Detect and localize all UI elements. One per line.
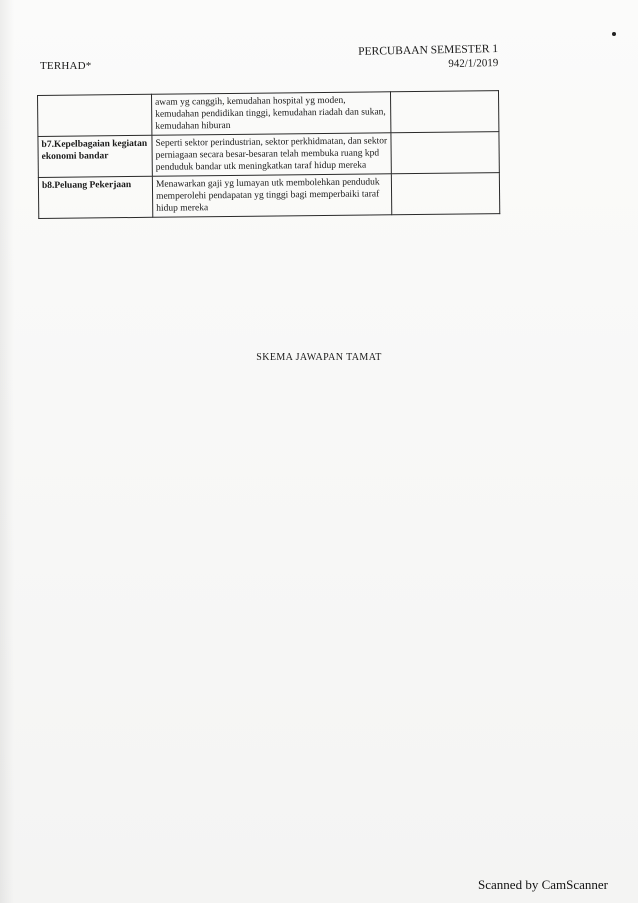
- row-content: Menawarkan gaji yg lumayan utk membolehkan penduduk memperolehi pendapatan yg tinggi bagi memperbaiki taraf hidup mereka: [152, 174, 391, 218]
- row-content: Seperti sektor perindustrian, sektor perkhidmatan, dan sektor perniagaan secara besar-besaran telah membuka ruang kpd penduduk bandar utk meningkatkan taraf hidup mereka: [152, 133, 391, 177]
- table-row: [38, 132, 499, 178]
- table-row: [38, 91, 499, 137]
- row-label: [38, 94, 152, 136]
- answer-table: [37, 90, 500, 219]
- row-label: b8.Peluang Pekerjaan: [38, 176, 152, 218]
- scan-speck: [612, 32, 616, 36]
- table-row: [38, 173, 499, 219]
- row-extra: [391, 173, 499, 215]
- scan-edge-shadow: [0, 0, 14, 903]
- camscanner-watermark: Scanned by CamScanner: [478, 877, 608, 892]
- row-label: b7.Kepelbagaian kegiatan ekonomi bandar: [38, 135, 152, 177]
- row-content: awam yg canggih, kemudahan hospital yg moden, kemudahan pendidikan tinggi, kemudahan riadah dan sukan, kemudahan hiburan: [151, 92, 390, 136]
- exam-code: 942/1/2019: [448, 56, 499, 71]
- exam-header: [358, 42, 498, 73]
- row-extra: [391, 132, 499, 174]
- answer-table-wrapper: [37, 90, 500, 219]
- exam-title: PERCUBAAN SEMESTER 1: [358, 42, 499, 58]
- classification-label: TERHAD*: [40, 60, 92, 72]
- end-of-scheme-text: SKEMA JAWAPAN TAMAT: [256, 352, 382, 363]
- row-extra: [391, 91, 499, 133]
